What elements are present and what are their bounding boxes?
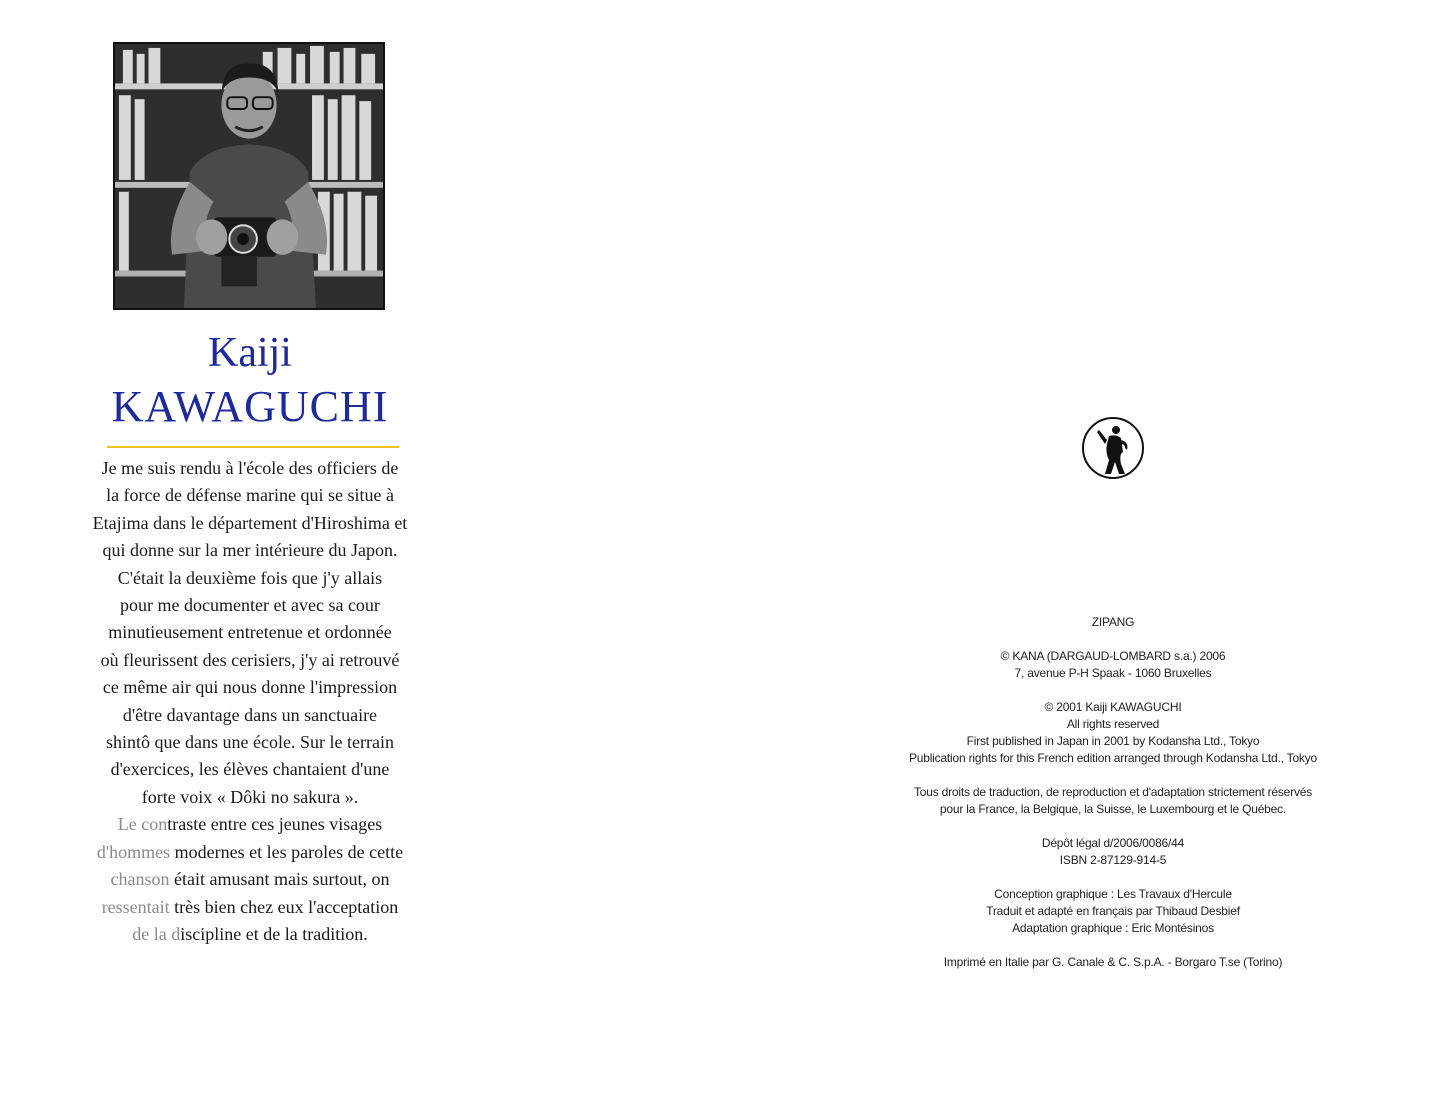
right-page <box>728 0 1456 1101</box>
bio-line <box>80 839 420 866</box>
colophon-line: First published in Japan in 2001 by Kodansha Ltd., Tokyo <box>966 734 1260 748</box>
bio-line-text: d'exercices, les élèves chantaient d'une <box>110 759 390 780</box>
bio-line-faded-text: Le con <box>117 814 168 835</box>
bio-line <box>80 510 420 537</box>
bio-line-text: était amusant mais surtout, on <box>169 869 390 890</box>
bio-line-text: C'était la deuxième fois que j'y allais <box>117 567 383 588</box>
bio-line <box>80 756 420 783</box>
bio-line <box>80 592 420 619</box>
bio-line-faded-text: de la d <box>132 923 181 944</box>
bio-line-text: où fleurissent des cerisiers, j'y ai retrouvé <box>100 649 400 670</box>
bio-line <box>80 482 420 509</box>
author-biography <box>80 455 420 948</box>
colophon-line: ISBN 2-87129-914-5 <box>1059 853 1167 867</box>
colophon-block <box>878 784 1348 818</box>
bio-line <box>80 455 420 482</box>
bio-line <box>80 702 420 729</box>
colophon-line: Dépôt légal d/2006/0086/44 <box>1041 836 1185 850</box>
author-last-name: KAWAGUCHI <box>111 382 389 431</box>
bio-line-text: minutieusement entretenue et ordonnée <box>108 622 392 643</box>
bio-line-text: modernes et les paroles de cette <box>170 841 404 862</box>
bio-line-text: ce même air qui nous donne l'impression <box>102 677 398 698</box>
colophon <box>878 614 1348 988</box>
colophon-line: pour la France, la Belgique, la Suisse, le Luxembourg et le Québec. <box>939 802 1287 816</box>
colophon-block <box>878 954 1348 971</box>
colophon-block <box>878 648 1348 682</box>
bio-line <box>80 729 420 756</box>
bio-line-text: qui donne sur la mer intérieure du Japon. <box>102 540 398 561</box>
bio-line <box>80 811 420 838</box>
bio-line-text: d'être davantage dans un sanctuaire <box>122 704 378 725</box>
colophon-line: © 2001 Kaiji KAWAGUCHI <box>1044 700 1182 714</box>
bio-line-text: iscipline et de la tradition. <box>180 923 368 944</box>
bio-line-text: la force de défense marine qui se situe à <box>106 485 394 506</box>
colophon-line: Publication rights for this French edition arranged through Kodansha Ltd., Tokyo <box>908 751 1318 765</box>
bio-line <box>80 784 420 811</box>
colophon-line: Conception graphique : Les Travaux d'Hercule <box>994 887 1232 901</box>
colophon-block <box>878 835 1348 869</box>
colophon-block <box>878 699 1348 767</box>
author-first-name: Kaiji <box>208 330 292 376</box>
bio-line <box>80 647 420 674</box>
colophon-line: Tous droits de traduction, de reproduction et d'adaptation strictement réservés <box>913 785 1313 799</box>
bio-line <box>80 565 420 592</box>
colophon-line: © KANA (DARGAUD-LOMBARD s.a.) 2006 <box>1000 649 1226 663</box>
bio-line-text: pour me documenter et avec sa cour <box>120 595 380 616</box>
bio-line-faded-text: d'hommes <box>96 841 171 862</box>
bio-line-text: Etajima dans le département d'Hiroshima et <box>92 512 408 533</box>
bio-line-faded-text: chanson <box>110 869 170 890</box>
colophon-line: 7, avenue P-H Spaak - 1060 Bruxelles <box>1014 666 1212 680</box>
colophon-line: Adaptation graphique : Eric Montésinos <box>1012 921 1214 935</box>
colophon-block <box>878 886 1348 937</box>
author-photo <box>113 42 385 310</box>
bio-line <box>80 537 420 564</box>
colophon-line: Traduit et adapté en français par Thibaud Desbief <box>986 904 1240 918</box>
bio-line <box>80 894 420 921</box>
bio-line-text: traste entre ces jeunes visages <box>167 814 383 835</box>
colophon-line: All rights reserved <box>1066 717 1160 731</box>
bio-line <box>80 866 420 893</box>
bio-line-text: Je me suis rendu à l'école des officiers de <box>101 458 399 478</box>
title-divider <box>107 446 399 448</box>
bio-line-text: très bien chez eux l'acceptation <box>169 896 399 917</box>
bio-line <box>80 921 420 948</box>
hercules-emblem-icon <box>1081 416 1145 480</box>
colophon-line: Imprimé en Italie par G. Canale & C. S.p.A. - Borgaro T.se (Torino) <box>943 955 1283 969</box>
colophon-line: ZIPANG <box>1091 615 1135 629</box>
bio-line <box>80 619 420 646</box>
bio-line-faded-text: ressentait <box>101 896 170 917</box>
bio-line-text: forte voix « Dôki no sakura ». <box>141 786 359 807</box>
bio-line <box>80 674 420 701</box>
bio-line-text: shintô que dans une école. Sur le terrain <box>106 732 394 753</box>
colophon-block <box>878 614 1348 631</box>
